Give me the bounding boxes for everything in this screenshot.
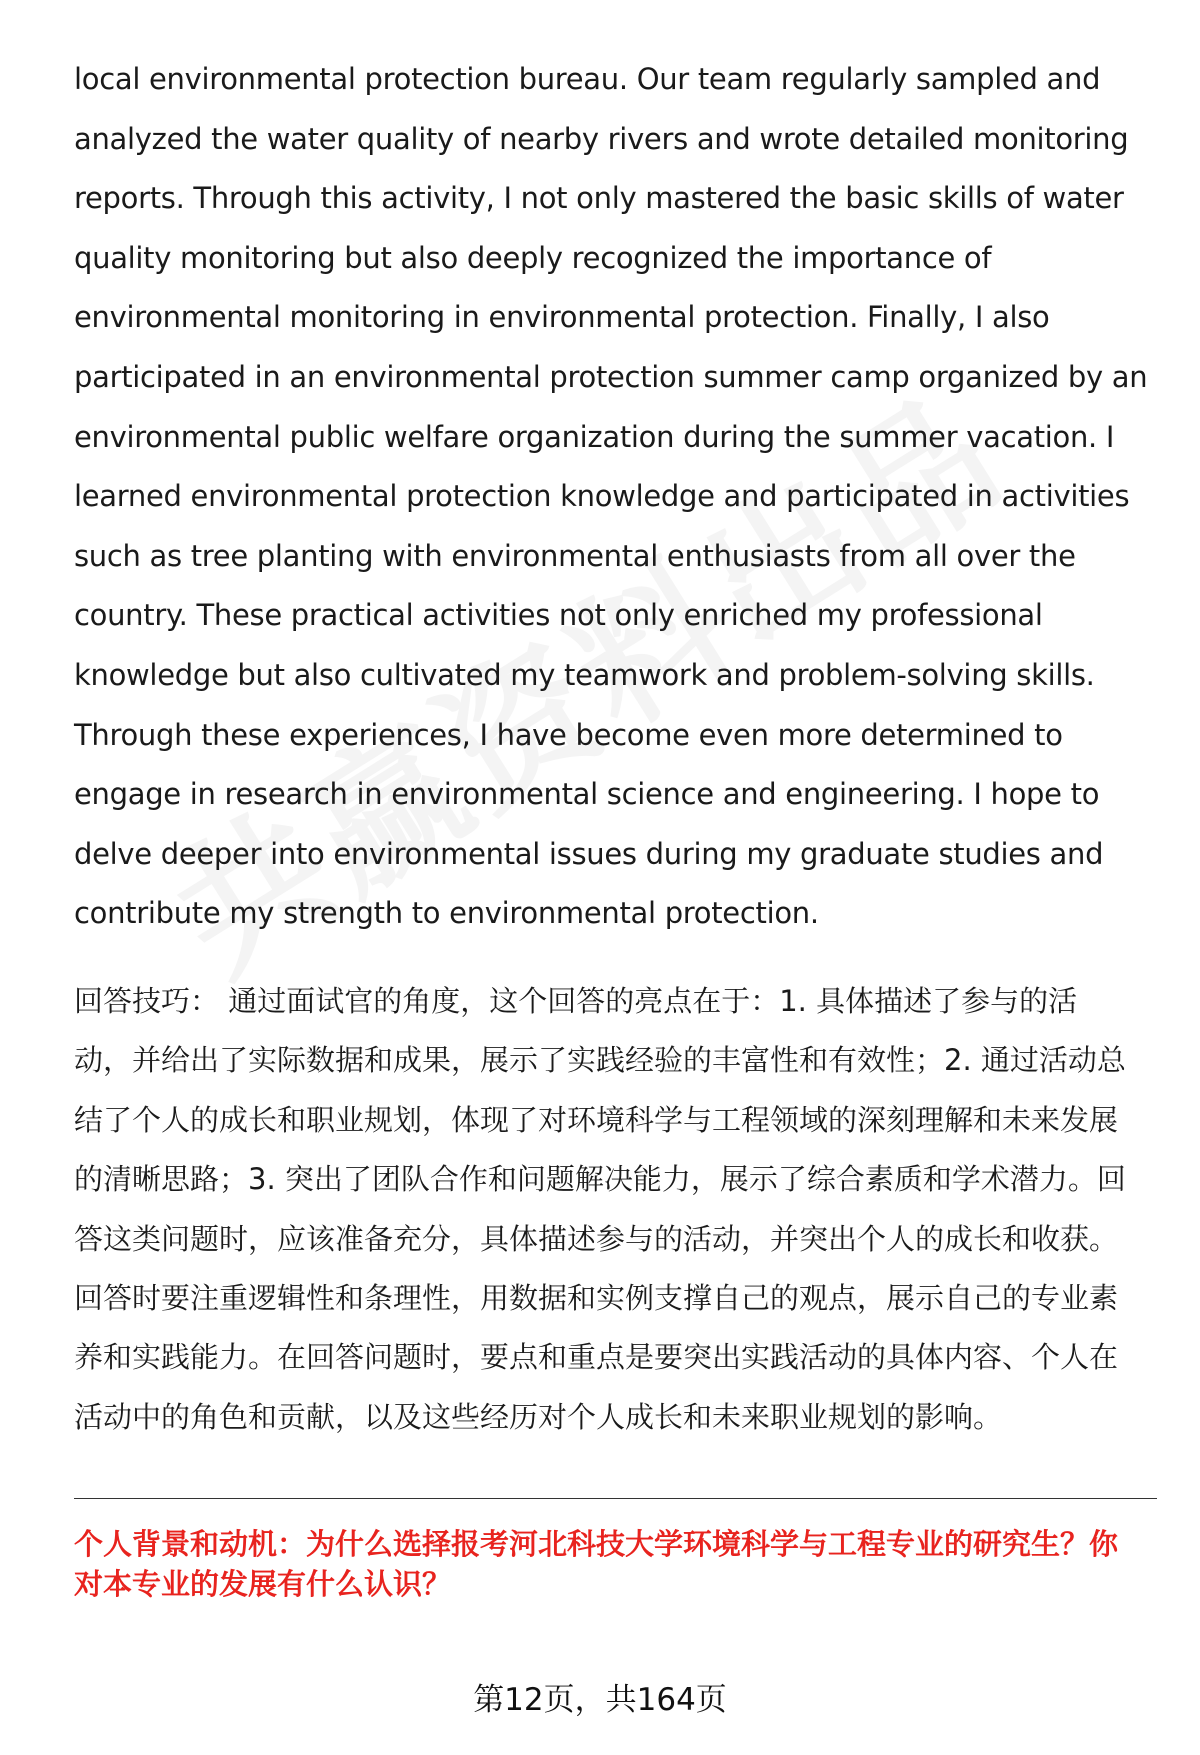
tips-line: 养和实践能力。在回答问题时，要点和重点是要突出实践活动的具体内容、个人在 (74, 1340, 1119, 1375)
answer-line: local environmental protection bureau. Our team regularly sampled and (74, 62, 1101, 96)
tips-line: 回答时要注重逻辑性和条理性，用数据和实例支撑自己的观点，展示自己的专业素 (74, 1281, 1119, 1316)
answer-line: delve deeper into environmental issues during my graduate studies and (74, 836, 1104, 871)
question-heading (74, 1524, 1164, 1604)
tips-line: 答这类问题时，应该准备充分，具体描述参与的活动，并突出个人的成长和收获。 (74, 1221, 1119, 1256)
answer-line: environmental public welfare organization during the summer vacation. I (74, 419, 1115, 454)
question-line: 个人背景和动机：为什么选择报考河北科技大学环境科学与工程专业的研究生？你 (74, 1527, 1119, 1561)
answer-line: reports. Through this activity, I not only mastered the basic skills of water (74, 181, 1124, 216)
answer-line: engage in research in environmental science and engineering. I hope to (74, 777, 1100, 812)
tips-line: 结了个人的成长和职业规划，体现了对环境科学与工程领域的深刻理解和未来发展 (74, 1102, 1119, 1137)
answer-line: environmental monitoring in environmental protection. Finally, I also (74, 300, 1050, 335)
tips-line: 回答技巧： 通过面试官的角度，这个回答的亮点在于：1. 具体描述了参与的活 (74, 984, 1078, 1018)
page-content (74, 50, 1159, 1434)
answer-line: knowledge but also cultivated my teamwork and problem-solving skills. (74, 657, 1095, 692)
answer-line: Through these experiences, I have become even more determined to (74, 717, 1063, 752)
answer-tips-paragraph (74, 972, 1159, 1447)
question-line: 对本专业的发展有什么认识？ (74, 1567, 452, 1601)
answer-line: quality monitoring but also deeply recognized the importance of (74, 240, 992, 275)
answer-paragraph (74, 50, 1159, 944)
tips-line: 动，并给出了实际数据和成果，展示了实践经验的丰富性和有效性；2. 通过活动总 (74, 1043, 1126, 1078)
answer-line: analyzed the water quality of nearby rivers and wrote detailed monitoring (74, 121, 1129, 156)
tips-line: 的清晰思路；3. 突出了团队合作和问题解决能力，展示了综合素质和学术潜力。回 (74, 1162, 1126, 1197)
answer-line: participated in an environmental protection summer camp organized by an (74, 359, 1148, 394)
tips-line: 活动中的角色和贡献，以及这些经历对个人成长和未来职业规划的影响。 (74, 1399, 1003, 1434)
answer-line: such as tree planting with environmental enthusiasts from all over the (74, 538, 1076, 573)
answer-line: country. These practical activities not only enriched my professional (74, 598, 1043, 633)
answer-line: contribute my strength to environmental protection. (74, 896, 819, 931)
page-number: 第12页，共164页 (473, 1682, 727, 1718)
section-divider (74, 1498, 1157, 1499)
answer-line: learned environmental protection knowledge and participated in activities (74, 479, 1130, 514)
